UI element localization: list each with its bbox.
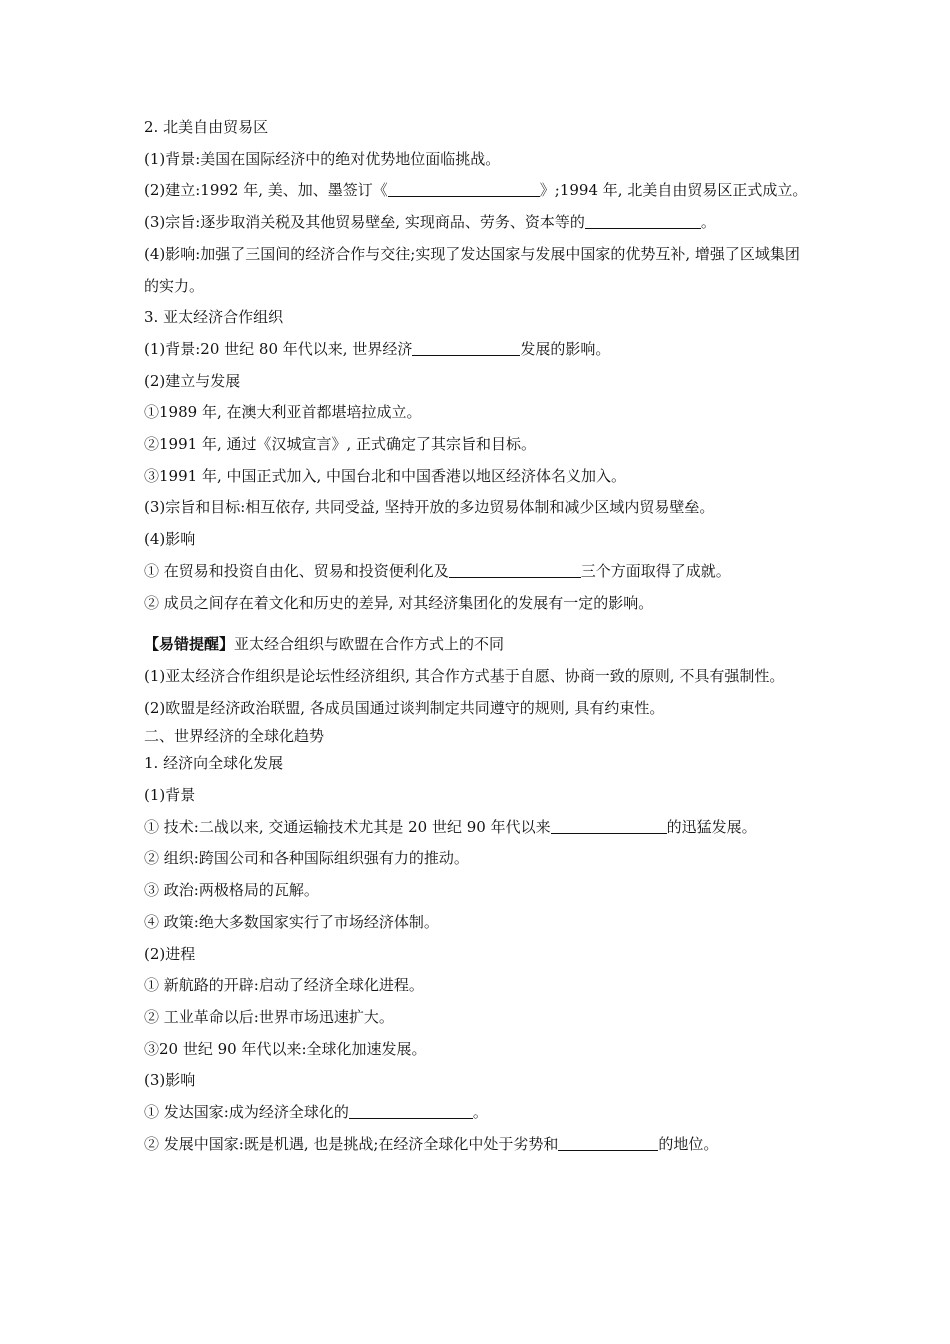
globalization-bg-2: ② 组织:跨国公司和各种国际组织强有力的推动。 [144, 849, 469, 868]
tip-paragraph-1: (1)亚太经济合作组织是论坛性经济组织, 其合作方式基于自愿、协商一致的原则, 不具有强制性。 [144, 666, 785, 685]
globalization-impact-2-text-b: 的地位。 [658, 1134, 719, 1153]
tip-heading [144, 629, 814, 661]
globalization-heading: 二、世界经济的全球化趋势 [144, 727, 325, 746]
nafta-establish [144, 175, 814, 207]
apec-purpose: (3)宗旨和目标:相互依存, 共同受益, 坚持开放的多边贸易体制和减少区域内贸易壁垒。 [144, 498, 715, 517]
globalization-proc-1: ① 新航路的开辟:启动了经济全球化进程。 [144, 976, 424, 995]
apec-impact-1-text-a: ① 在贸易和投资自由化、贸易和投资便利化及 [144, 561, 449, 580]
globalization-bg-1-text-a: ① 技术:二战以来, 交通运输技术尤其是 20 世纪 90 年代以来 [144, 817, 551, 836]
globalization-impact-title: (3)影响 [144, 1071, 196, 1090]
nafta-purpose-text-a: (3)宗旨:逐步取消关税及其他贸易壁垒, 实现商品、劳务、资本等的 [144, 213, 585, 232]
tip-title-text: 亚太经合组织与欧盟在合作方式上的不同 [234, 635, 505, 654]
tip-label: 【易错提醒】 [144, 635, 235, 654]
nafta-title: 2. 北美自由贸易区 [144, 118, 269, 136]
globalization-impact-1-text-b: 。 [472, 1103, 488, 1122]
globalization-impact-2-text-a: ② 发展中国家:既是机遇, 也是挑战;在经济全球化中处于劣势和 [144, 1134, 559, 1153]
apec-impact-2: ② 成员之间存在着文化和历史的差异, 对其经济集团化的发展有一定的影响。 [144, 593, 654, 612]
fill-blank [551, 818, 667, 834]
apec-title: 3. 亚太经济合作组织 [144, 308, 284, 327]
document-body [144, 112, 814, 1161]
apec-impact-1-text-b: 三个方面取得了成就。 [580, 561, 731, 580]
apec-dev-1: ①1989 年, 在澳大利亚首都堪培拉成立。 [144, 403, 422, 422]
fill-blank [388, 181, 540, 197]
tip-paragraph-2: (2)欧盟是经济政治联盟, 各成员国通过谈判制定共同遵守的规则, 具有约束性。 [144, 698, 665, 717]
globalization-bg-1 [144, 812, 814, 844]
apec-background [144, 334, 814, 366]
nafta-background: (1)背景:美国在国际经济中的绝对优势地位面临挑战。 [144, 149, 501, 168]
apec-background-text-a: (1)背景:20 世纪 80 年代以来, 世界经济 [144, 339, 413, 358]
apec-impact-1 [144, 556, 814, 588]
nafta-establish-text-b: 》;1994 年, 北美自由贸易区正式成立。 [539, 181, 808, 200]
fill-blank [412, 340, 520, 356]
globalization-bg-3: ③ 政治:两极格局的瓦解。 [144, 881, 319, 900]
globalization-proc-2: ② 工业革命以后:世界市场迅速扩大。 [144, 1007, 394, 1026]
apec-dev-title: (2)建立与发展 [144, 371, 241, 390]
fill-blank [585, 213, 701, 229]
globalization-title: 1. 经济向全球化发展 [144, 754, 284, 773]
globalization-impact-1 [144, 1097, 814, 1129]
globalization-bg-4: ④ 政策:绝大多数国家实行了市场经济体制。 [144, 912, 439, 931]
fill-blank [449, 562, 581, 578]
nafta-establish-text-a: (2)建立:1992 年, 美、加、墨签订《 [144, 181, 388, 200]
apec-background-text-b: 发展的影响。 [520, 339, 611, 358]
apec-dev-2: ②1991 年, 通过《汉城宣言》, 正式确定了其宗旨和目标。 [144, 435, 537, 454]
fill-blank [349, 1103, 473, 1119]
nafta-purpose-text-b: 。 [700, 213, 716, 232]
nafta-purpose [144, 207, 814, 239]
globalization-impact-2 [144, 1129, 814, 1161]
globalization-bg-1-text-b: 的迅猛发展。 [666, 817, 757, 836]
fill-blank [558, 1135, 658, 1151]
nafta-impact: (4)影响:加强了三国间的经济合作与交往;实现了发达国家与发展中国家的优势互补, 增强了区域集团的实力。 [144, 244, 800, 295]
globalization-proc-3: ③20 世纪 90 年代以来:全球化加速发展。 [144, 1039, 427, 1058]
apec-dev-3: ③1991 年, 中国正式加入, 中国台北和中国香港以地区经济体名义加入。 [144, 466, 627, 485]
globalization-proc-title: (2)进程 [144, 944, 196, 963]
globalization-impact-1-text-a: ① 发达国家:成为经济全球化的 [144, 1103, 349, 1122]
apec-impact-title: (4)影响 [144, 530, 196, 549]
globalization-bg-title: (1)背景 [144, 786, 196, 805]
